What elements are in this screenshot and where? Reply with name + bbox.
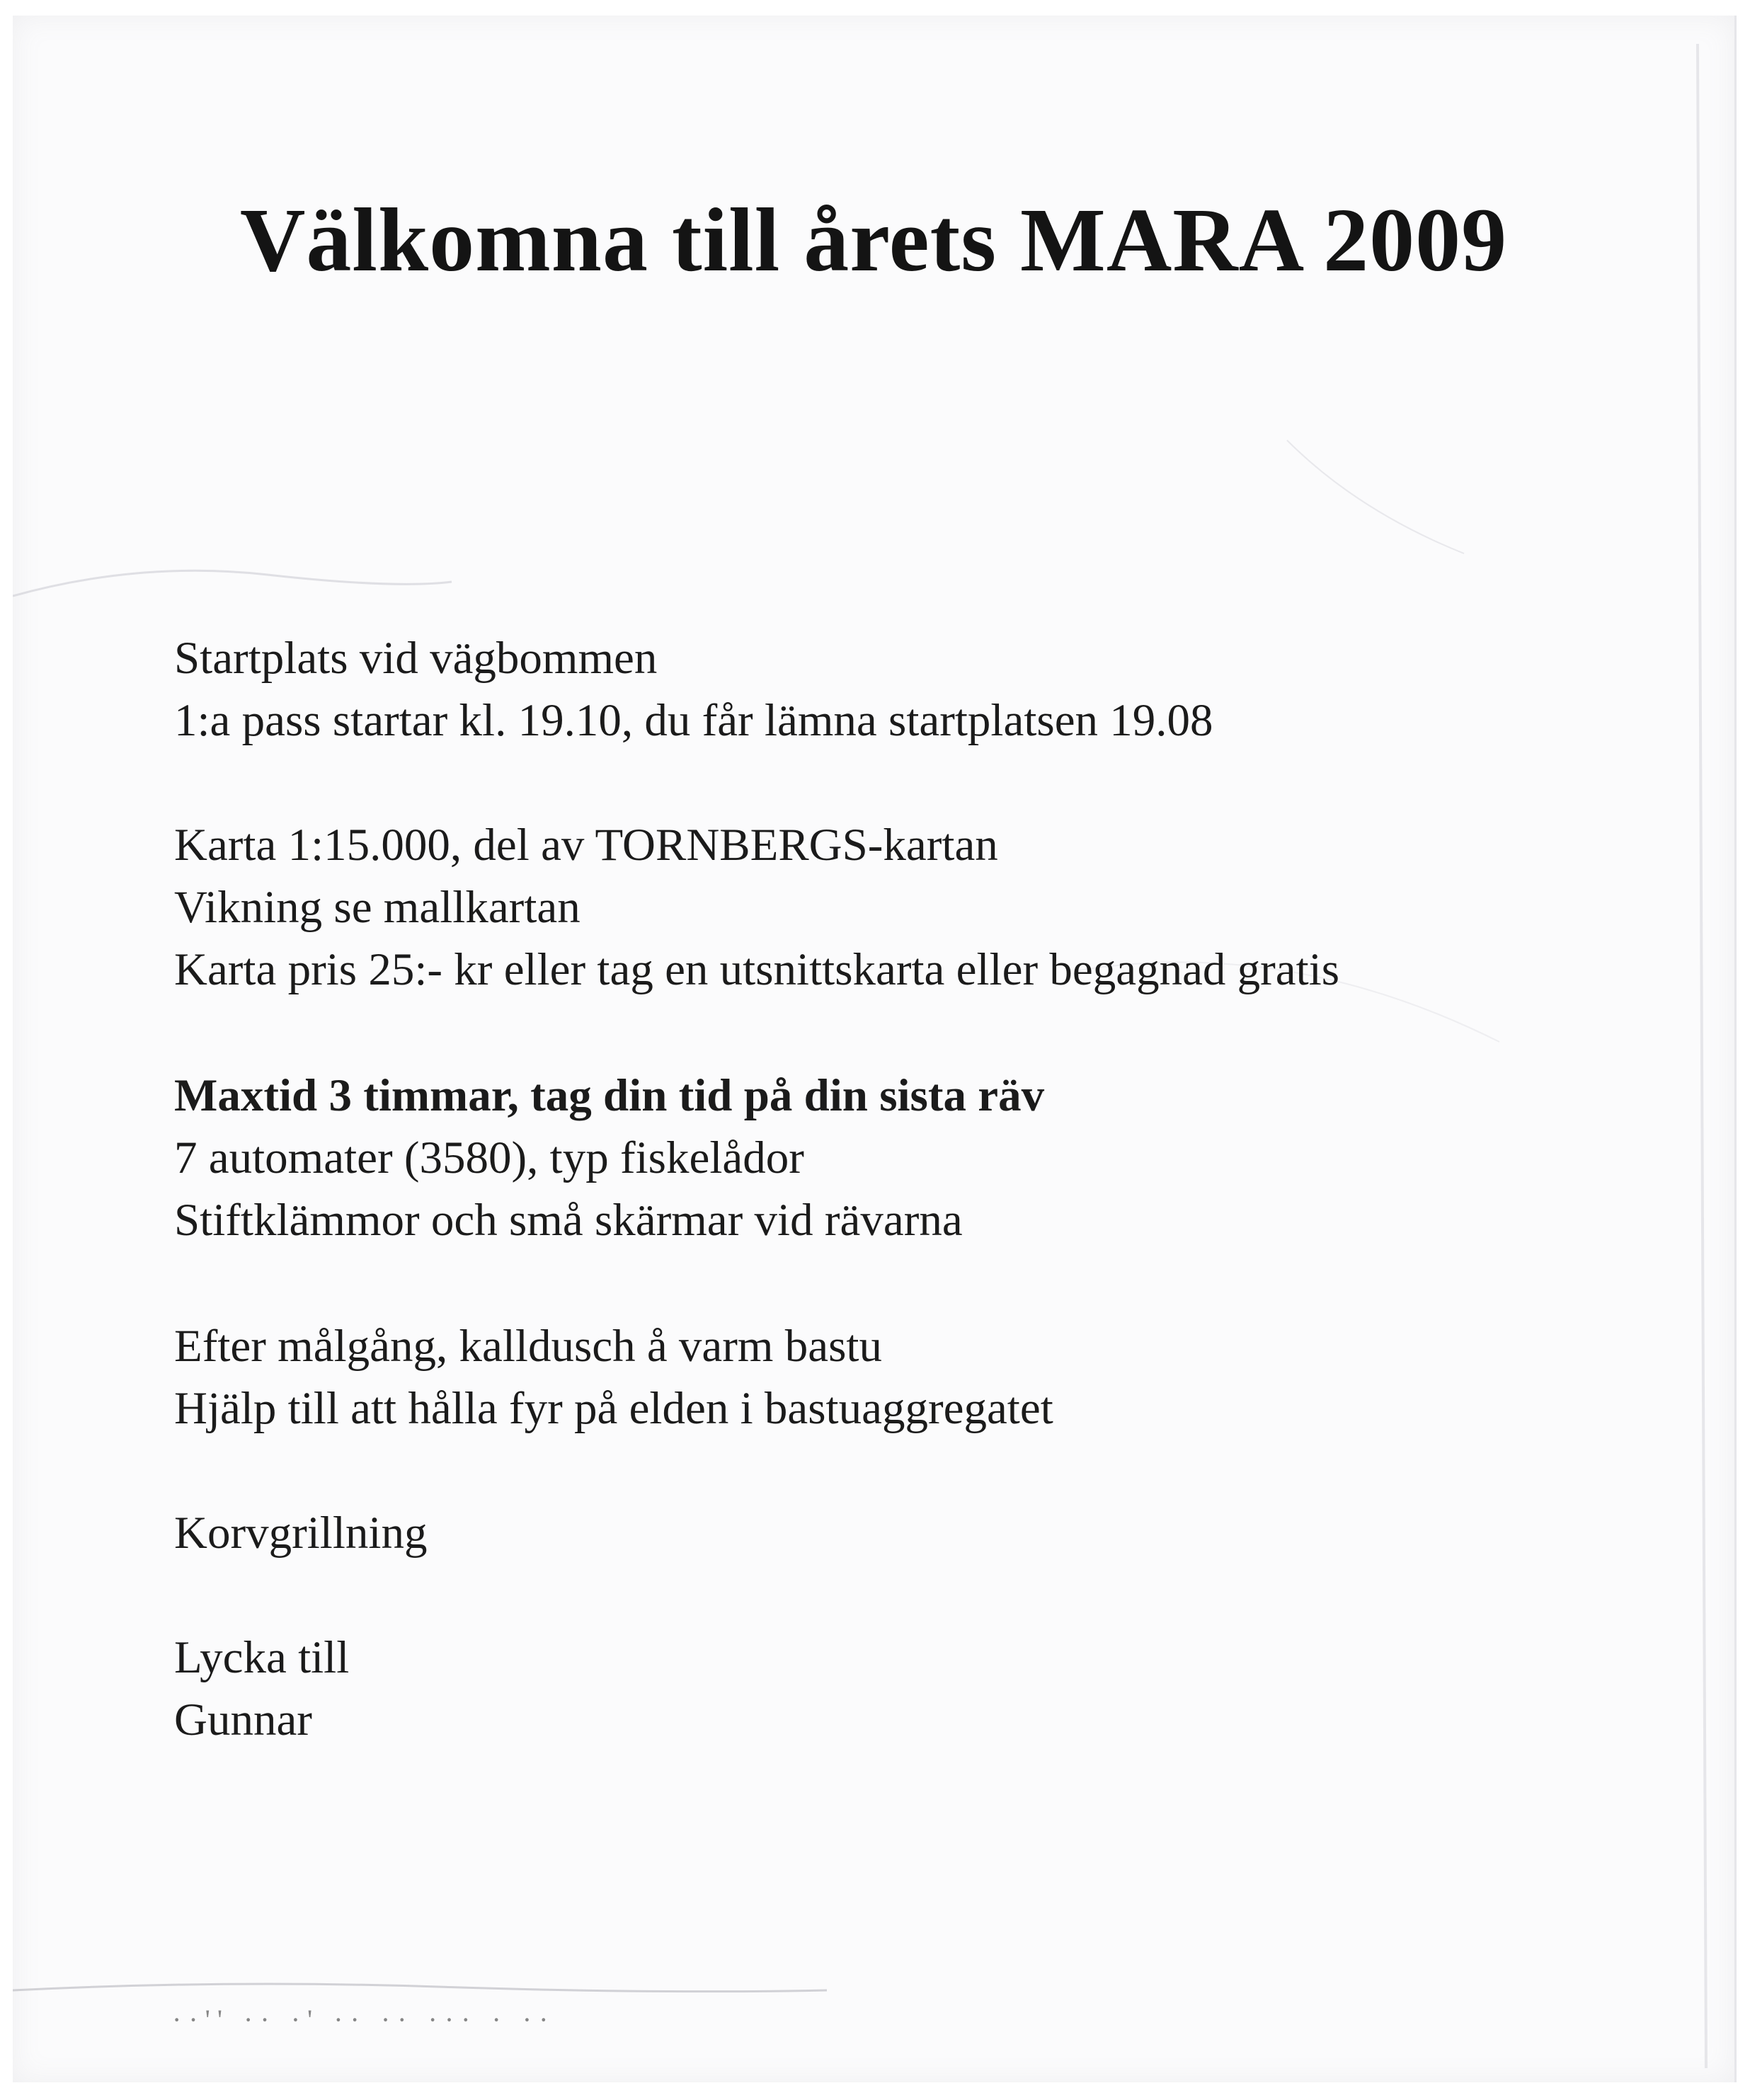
document-title: Välkomna till årets MARA 2009 xyxy=(239,190,1508,290)
text-line-signature: Gunnar xyxy=(174,1694,312,1745)
text-line-sausage-grill: Korvgrillning xyxy=(174,1508,428,1559)
text-line-automats: 7 automater (3580), typ fiskelådor xyxy=(174,1132,804,1183)
text-line-sauna-help: Hjälp till att hålla fyr på elden i bastuaggregatet xyxy=(174,1383,1053,1434)
text-line-max-time: Maxtid 3 timmar, tag din tid på din sista räv xyxy=(174,1070,1045,1121)
text-line-good-luck: Lycka till xyxy=(174,1632,350,1683)
paper-creases xyxy=(13,16,1734,2082)
scanned-paper-sheet xyxy=(13,16,1737,2082)
text-line-map-folding: Vikning se mallkartan xyxy=(174,882,581,933)
text-line-after-finish: Efter målgång, kalldusch å varm bastu xyxy=(174,1321,882,1372)
text-line-start-location: Startplats vid vägbommen xyxy=(174,633,658,684)
text-line-map-scale: Karta 1:15.000, del av TORNBERGS-kartan xyxy=(174,820,998,871)
text-line-map-price: Karta pris 25:- kr eller tag en utsnittskarta eller begagnad gratis xyxy=(174,944,1340,995)
cut-off-footer-text: ··'' ·· ·' ·· ·· ··· · ·· xyxy=(172,2004,556,2036)
text-line-first-start-time: 1:a pass startar kl. 19.10, du får lämna startplatsen 19.08 xyxy=(174,695,1213,746)
text-line-clamps: Stiftklämmor och små skärmar vid rävarna xyxy=(174,1195,963,1246)
